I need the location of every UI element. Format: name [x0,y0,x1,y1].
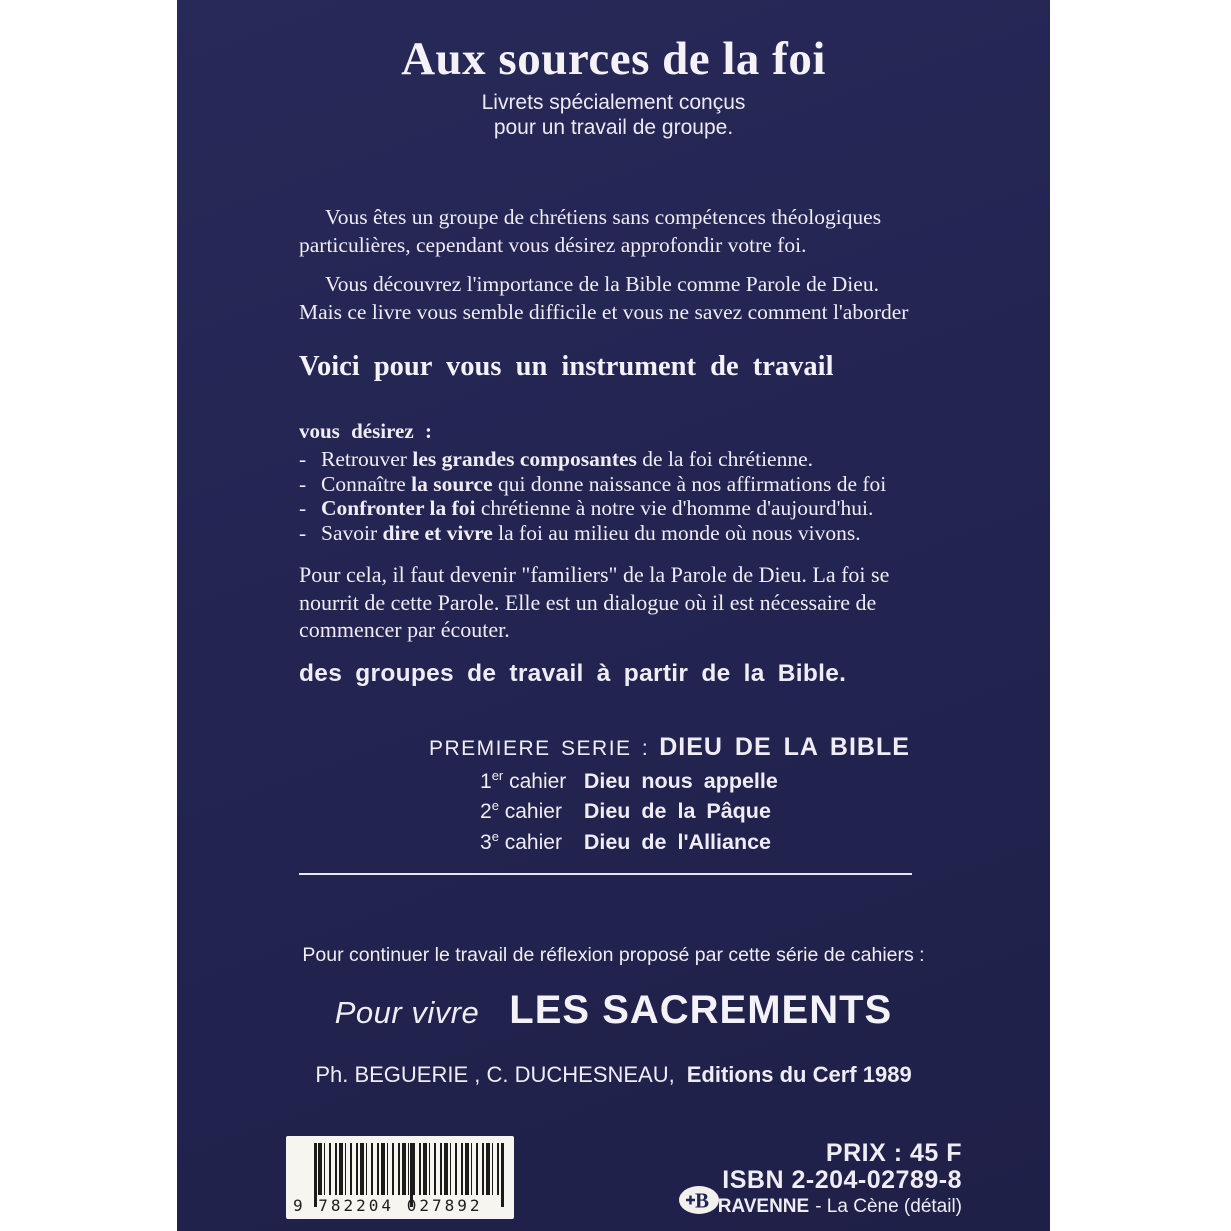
cahier-word: cahier [503,770,567,793]
intro-paragraphs [299,203,939,326]
cahier-number [480,764,578,794]
text-line: Vous découvrez l'importance de la Bible comme Parole de Dieu. [325,272,879,296]
isbn-text: ISBN 2-204-02789-8 [722,1166,962,1194]
desires-label: vous désirez : [299,419,432,443]
item-text: Connaître [321,471,412,496]
item-text: de la foi chrétienne. [636,447,814,471]
list-item [299,472,886,497]
cahier-row [480,794,778,824]
book-subtitle [177,90,1050,140]
desires-list [299,447,886,545]
credit-place: RAVENNE [717,1196,810,1217]
horizontal-rule [299,873,912,875]
cahier-word: cahier [498,800,562,824]
sacrements-title: LES SACREMENTS [509,988,893,1032]
cahier-number [480,825,578,855]
serie-label: PREMIERE SERIE : [429,737,650,760]
item-text: qui donne naissance à nos affirmations de foi [492,471,887,496]
text-line: particulières, cependant vous désirez approfondir votre foi. [299,233,807,257]
item-text: chrétienne à notre vie d'homme d'aujourd'hui. [475,496,874,520]
cahier-num: 2 [480,800,492,824]
item-text: Savoir [321,520,383,545]
barcode-bars [314,1143,504,1195]
editions-du-cerf-logo-icon [678,1185,720,1215]
cahier-ordinal: e [491,828,499,844]
pour-vivre-label: Pour vivre [334,995,480,1030]
svg-text:B: B [694,1188,710,1213]
list-item [299,447,886,472]
cahier-ordinal: er [491,768,504,783]
bullet-dash: - [299,520,307,545]
text-line: commencer par écouter. [299,617,510,642]
cahier-ordinal: e [491,798,499,814]
list-item [299,521,886,546]
pour-vivre-line [177,988,1050,1033]
list-item [299,496,886,521]
publisher-name: Editions du Cerf 1989 [686,1062,912,1087]
serie-title: DIEU DE LA BIBLE [659,733,910,761]
pour-cela-paragraph [299,561,889,644]
text-line: Mais ce livre vous semble difficile et vous ne savez comment l'aborder [299,300,909,324]
text-line: nourrit de cette Parole. Elle est un dialogue où il est nécessaire de [299,589,877,615]
bullet-dash: - [299,447,307,471]
cahier-title: Dieu de l'Alliance [583,829,772,854]
item-text-bold: la source [411,471,493,496]
cahier-num: 1 [480,770,492,793]
cahier-title: Dieu de la Pâque [583,799,771,824]
authors-line [177,1062,1050,1088]
intro-paragraph-1 [299,203,939,259]
item-text-bold: les grandes composantes [412,447,637,471]
item-text-bold: Confronter la foi [321,496,476,520]
continuation-text: Pour continuer le travail de réflexion proposé par cette série de cahiers : [302,944,925,966]
item-text: la foi au milieu du monde où nous vivons. [492,520,861,545]
cahier-number [480,794,578,824]
cahier-title: Dieu nous appelle [583,769,778,793]
cahier-list [480,764,778,855]
cahier-row [480,764,778,794]
author-names: Ph. BEGUERIE , C. DUCHESNEAU, [315,1062,675,1087]
text-line: Pour cela, il faut devenir "familiers" de la Parole de Dieu. La foi se [299,562,890,587]
price-text: PRIX : 45 F [825,1139,962,1167]
cahier-num: 3 [480,830,492,854]
book-title: Aux sources de la foi [401,33,826,85]
text-line: Vous êtes un groupe de chrétiens sans compétences théologiques [325,205,882,229]
credit-detail: - La Cène (détail) [815,1196,962,1217]
cahier-word: cahier [498,830,562,854]
section-heading: Voici pour vous un instrument de travail [299,351,834,382]
serie-heading [429,733,910,762]
cover-image-credit [718,1195,962,1219]
price-isbn-block [718,1140,962,1219]
cahier-row [480,825,778,855]
bullet-dash: - [299,496,307,520]
subtitle-line: Livrets spécialement conçus [481,91,746,114]
ean-barcode [286,1136,514,1219]
item-text: Retrouver [321,447,413,471]
intro-paragraph-2 [299,270,939,326]
barcode-digits: 9 782204 027892 [293,1196,483,1215]
subtitle-line: pour un travail de groupe. [493,116,734,139]
bullet-dash: - [299,471,307,496]
item-text-bold: dire et vivre [382,520,493,545]
book-back-cover [177,0,1050,1231]
groupes-heading: des groupes de travail à partir de la Bible. [299,660,847,687]
